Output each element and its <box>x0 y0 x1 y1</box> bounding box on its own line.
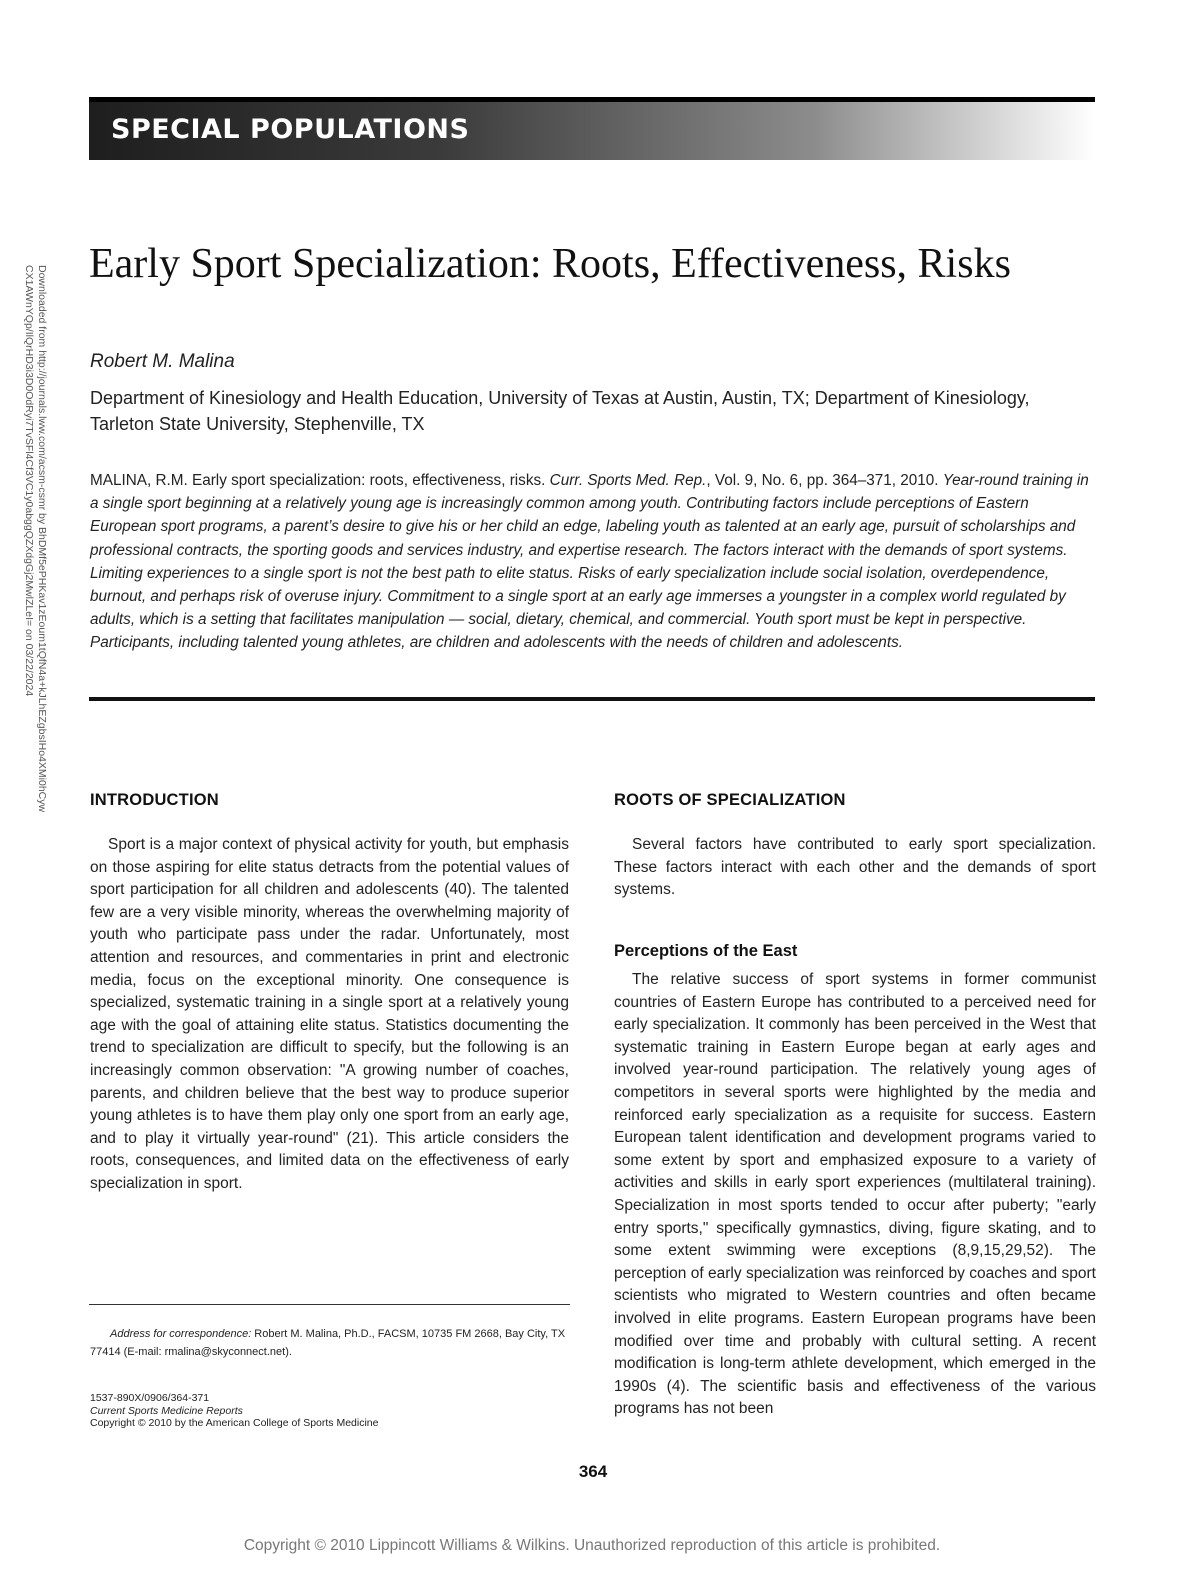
abstract-body: Year-round training in a single sport beginning at a relatively young age is increasingly common among youth. Contributing factors include perceptions of Eastern European sport programs, a parent’s desire to give his or her child an edge, labeling youth as talented at an early age, pursuit of scholarships and professional contracts, the sporting goods and services industry, and expertise research. The factors interact with the demands of sport systems. Limiting experiences to a single sport is not the best path to elite status. Risks of early specialization include social isolation, overdependence, burnout, and perhaps risk of overuse injury. Commitment to a single sport at an early age immerses a youngster in a complex world regulated by adults, which is a setting that facilitates manipulation — social, dietary, chemical, and commercial. Youth sport must be kept in perspective. Participants, including talented young athletes, are children and adolescents with the needs of children and adolescents. <box>90 472 1089 652</box>
section-label: SPECIAL POPULATIONS <box>111 114 470 145</box>
introduction-heading: INTRODUCTION <box>90 791 219 809</box>
section-banner <box>89 97 1095 160</box>
abstract <box>90 469 1096 655</box>
author-name: Robert M. Malina <box>90 351 235 372</box>
roots-heading: ROOTS OF SPECIALIZATION <box>614 791 846 809</box>
publication-info <box>90 1392 378 1430</box>
page-number: 364 <box>578 1462 608 1481</box>
correspondence-lead: Address for correspondence: <box>110 1328 252 1340</box>
download-watermark <box>22 265 48 812</box>
journal-copyright: Copyright © 2010 by the American College of Sports Medicine <box>90 1417 379 1429</box>
author-affiliation: Department of Kinesiology and Health Education, University of Texas at Austin, Austin, TX; Department of Kinesiology, Tarleton State University, Stephenville, TX <box>90 388 1030 434</box>
perceptions-subheading: Perceptions of the East <box>614 942 798 960</box>
citation-journal: Curr. Sports Med. Rep. <box>549 472 707 489</box>
copyright-footer: Copyright © 2010 Lippincott Williams & Wilkins. Unauthorized reproduction of this article is prohibited. <box>243 1537 941 1554</box>
abstract-divider <box>89 697 1095 701</box>
watermark-line-1: Downloaded from http://journals.lww.com/acsm-csmr by BhDMf5ePHKav1zEoum1tQfN4a+kJLhEZgbsIHo4XMi0hCyw <box>36 265 48 813</box>
correspondence-text: Robert M. Malina, Ph.D., FACSM, 10735 FM 2668, Bay City, TX 77414 (E-mail: rmalina@skyconnect.net). <box>90 1328 566 1358</box>
roots-paragraph: Several factors have contributed to early sport specialization. These factors interact with each other and the demands of sport systems. <box>614 836 1096 899</box>
citation-lead: MALINA, R.M. Early sport specialization: roots, effectiveness, risks. <box>90 472 550 489</box>
footnote-divider <box>89 1304 570 1305</box>
journal-name: Current Sports Medicine Reports <box>90 1404 243 1417</box>
perceptions-paragraph: The relative success of sport systems in former communist countries of Eastern Europe has contributed to a perceived need for early specialization. It commonly has been perceived in the West that systematic training in Eastern Europe began at early ages and involved year-round participation. The relatively young ages of competitors in several sports were highlighted by the media and reinforced early specialization as a requisite for success. Eastern European talent identification and development programs varied to some extent by sport and emphasized exposure to a variety of activities and skills in early sport experiences (multilateral training). Specialization in most sports tended to occur after puberty; "early entry sports," specifically gymnastics, diving, figure skating, and to some extent swimming were exceptions (8,9,15,29,52). The perception of early specialization was reinforced by coaches and sport scientists who migrated to Western countries and often became involved in elite programs. Eastern European programs have been modified over time and probably with cultural setting. A recent modification is long-term athlete development, which emerged in the 1990s (4). The scientific basis and effectiveness of the various programs has not been <box>614 971 1096 1418</box>
introduction-paragraph: Sport is a major context of physical activity for youth, but emphasis on those aspiring for elite status detracts from the potential values of sport participation for all children and adolescents (40). The talented few are a very visible minority, whereas the overwhelming majority of youth who participate pass under the radar. Unfortunately, most attention and resources, and commentaries in print and electronic media, focus on the exceptional minority. One consequence is specialized, systematic training in a single sport at a relatively young age with the goal of attaining elite status. Statistics documenting the trend to specialization are difficult to specify, but the following is an increasingly common observation: "A growing number of coaches, parents, and children believe that the best way to produce superior young athletes is to have them play only one sport from an early age, and to play it virtually year-round" (21). This article considers the roots, consequences, and limited data on the effectiveness of early specialization in sport. <box>90 836 569 1192</box>
issn: 1537-890X/0906/364-371 <box>90 1392 210 1404</box>
citation-details: , Vol. 9, No. 6, pp. 364–371, 2010. <box>706 472 943 489</box>
article-title: Early Sport Specialization: Roots, Effectiveness, Risks <box>89 241 1011 287</box>
watermark-line-2: CX1AWnYQp/IlQrHD3i3D0OdRyi7TvSFl4Cf3VC1y0abggQZXdgGj2MwlZLeI= on 03/22/2024 <box>23 265 35 697</box>
correspondence-note <box>90 1325 569 1361</box>
